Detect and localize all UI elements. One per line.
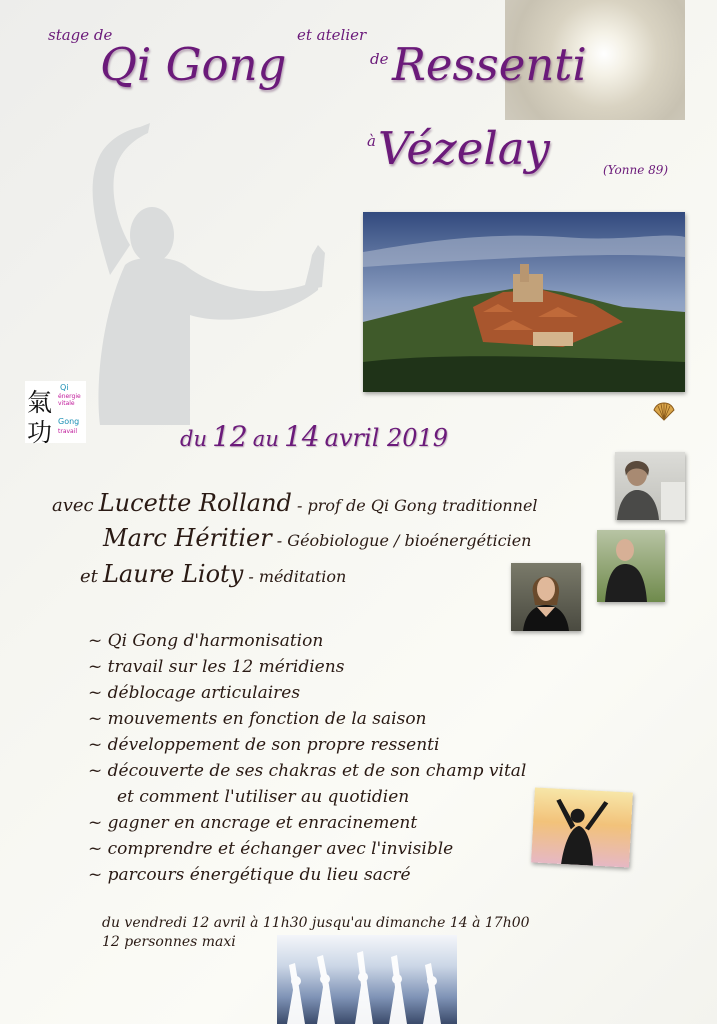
- teacher-marc: [103, 524, 531, 552]
- teacher-role: - méditation: [248, 567, 347, 586]
- date-day1: 12: [212, 420, 248, 453]
- teacher-role: - Géobiologue / bioénergéticien: [276, 531, 532, 550]
- program-item: ~ comprendre et échanger avec l'invisible: [88, 839, 454, 859]
- teacher-name: Marc Héritier: [103, 524, 272, 552]
- atelier-prefix: et atelier: [297, 26, 367, 44]
- date-du: du: [180, 427, 207, 451]
- lucette-photo: [615, 452, 685, 520]
- stage-prefix: stage de: [48, 26, 113, 44]
- logo-word-energie: énergie vitale: [58, 393, 81, 407]
- program-item: ~ développement de son propre ressenti: [88, 735, 440, 755]
- capacity-text: 12 personnes maxi: [102, 934, 236, 950]
- ressenti-title: Ressenti: [392, 38, 587, 91]
- program-item: ~ travail sur les 12 méridiens: [88, 657, 345, 677]
- logo-word-qi: Qi: [60, 383, 69, 392]
- program-item: ~ découverte de ses chakras et de son champ vital: [88, 761, 527, 781]
- date-day2: 14: [283, 420, 320, 453]
- teacher-role: - prof de Qi Gong traditionnel: [297, 496, 538, 515]
- teacher-prefix: avec: [52, 495, 94, 516]
- program-item: ~ déblocage articulaires: [88, 683, 301, 703]
- logo-char-gong: 功: [27, 418, 53, 447]
- marc-photo: [597, 530, 665, 602]
- logo-word-travail: travail: [58, 428, 78, 435]
- date-month-year: avril 2019: [324, 424, 449, 452]
- group-silhouettes-image: [277, 935, 457, 1024]
- laure-photo: [511, 563, 581, 631]
- program-item-continued: et comment l'utiliser au quotidien: [117, 787, 410, 807]
- qigong-silhouette-image: [40, 115, 340, 425]
- teacher-laure: [80, 560, 346, 588]
- qigong-logo: [25, 381, 86, 447]
- logo-word-gong: Gong: [58, 417, 80, 426]
- sunrise-silhouette-photo: [531, 787, 633, 867]
- teacher-name: Laure Lioty: [102, 560, 244, 588]
- vezelay-title: Vézelay: [378, 122, 550, 175]
- scallop-shell-icon: [652, 402, 676, 422]
- teacher-name: Lucette Rolland: [98, 489, 292, 517]
- program-item: ~ parcours énergétique du lieu sacré: [88, 865, 411, 885]
- teacher-lucette: [52, 489, 538, 517]
- schedule-text: du vendredi 12 avril à 11h30 jusqu'au dimanche 14 à 17h00: [102, 915, 530, 931]
- teacher-prefix: et: [80, 566, 98, 587]
- date-au: au: [252, 427, 279, 451]
- program-item: ~ Qi Gong d'harmonisation: [88, 631, 324, 651]
- de-word: de: [370, 50, 389, 68]
- region-label: (Yonne 89): [603, 163, 669, 177]
- program-item: ~ mouvements en fonction de la saison: [88, 709, 427, 729]
- a-word: à: [367, 132, 376, 150]
- logo-char-qi: 氣: [27, 388, 53, 417]
- vezelay-photo: [363, 212, 685, 392]
- program-item: ~ gagner en ancrage et enracinement: [88, 813, 418, 833]
- date-range: [180, 420, 448, 453]
- qi-gong-title: Qi Gong: [100, 38, 287, 91]
